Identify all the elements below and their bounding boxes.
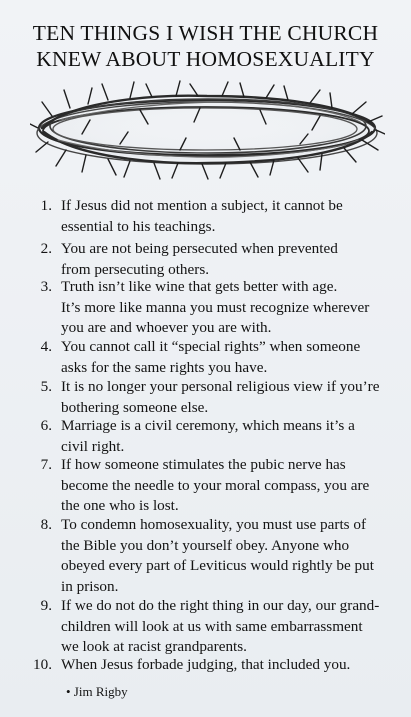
item-number: 1. — [40, 197, 52, 214]
title-line-2: KNEW ABOUT HOMOSEXUALITY — [36, 47, 375, 71]
item-line: asks for the same rights you have. — [61, 358, 268, 376]
page-title — [0, 20, 411, 72]
item-line: we look at racist grandparents. — [61, 638, 247, 655]
item-number: 5. — [40, 378, 52, 395]
item-number: 3. — [40, 278, 52, 295]
item-number: 9. — [40, 597, 52, 614]
item-text — [61, 455, 401, 517]
item-number: 2. — [40, 240, 52, 257]
item-number: 6. — [40, 417, 52, 434]
item-line: the Bible you don’t yourself obey. Anyone who — [61, 536, 350, 554]
item-line: To condemn homosexuality, you must use parts of — [61, 516, 367, 533]
title-line-1: TEN THINGS I WISH THE CHURCH — [32, 21, 379, 45]
item-line: If Jesus did not mention a subject, it cannot be — [61, 197, 343, 214]
item-line: bothering someone else. — [61, 398, 209, 416]
item-text — [61, 337, 401, 378]
item-line: It’s more like manna you must recognize wherever — [61, 298, 370, 316]
item-line: become the needle to your moral compass, you are — [61, 476, 370, 494]
item-line: children will look at us with same embarrassment — [61, 617, 363, 635]
item-line: If how someone stimulates the pubic nerve has — [61, 456, 346, 473]
item-text — [61, 196, 401, 237]
crown-of-thorns-icon — [30, 80, 385, 180]
item-text — [61, 416, 401, 457]
item-number: 7. — [40, 456, 52, 473]
item-line: you are and whoever you are with. — [61, 319, 272, 336]
item-text — [61, 377, 401, 418]
item-text — [61, 596, 401, 658]
item-line: the one who is lost. — [61, 497, 179, 514]
item-line: from persecuting others. — [61, 260, 210, 278]
item-line: civil right. — [61, 437, 125, 455]
item-line: Marriage is a civil ceremony, which means it’s a — [61, 417, 355, 434]
item-text — [61, 277, 401, 339]
item-line: When Jesus forbade judging, that included you. — [61, 656, 351, 673]
item-number: 4. — [40, 338, 52, 355]
item-line: Truth isn’t like wine that gets better with age. — [61, 278, 338, 295]
item-line: It is no longer your personal religious view if you’re — [61, 378, 380, 395]
item-line: obeyed every part of Leviticus would rightly be put — [61, 557, 374, 574]
item-number: 8. — [40, 516, 52, 533]
item-line: You cannot call it “special rights” when someone — [61, 338, 361, 355]
item-line: in prison. — [61, 577, 119, 595]
item-text — [61, 515, 401, 597]
item-line: You are not being persecuted when prevented — [61, 240, 338, 257]
item-text — [61, 239, 401, 280]
item-text — [61, 655, 401, 676]
item-number: 10. — [33, 656, 52, 673]
item-line: If we do not do the right thing in our day, our grand- — [61, 597, 380, 614]
author-attribution: • Jim Rigby — [66, 684, 128, 699]
item-line: essential to his teachings. — [61, 217, 216, 235]
